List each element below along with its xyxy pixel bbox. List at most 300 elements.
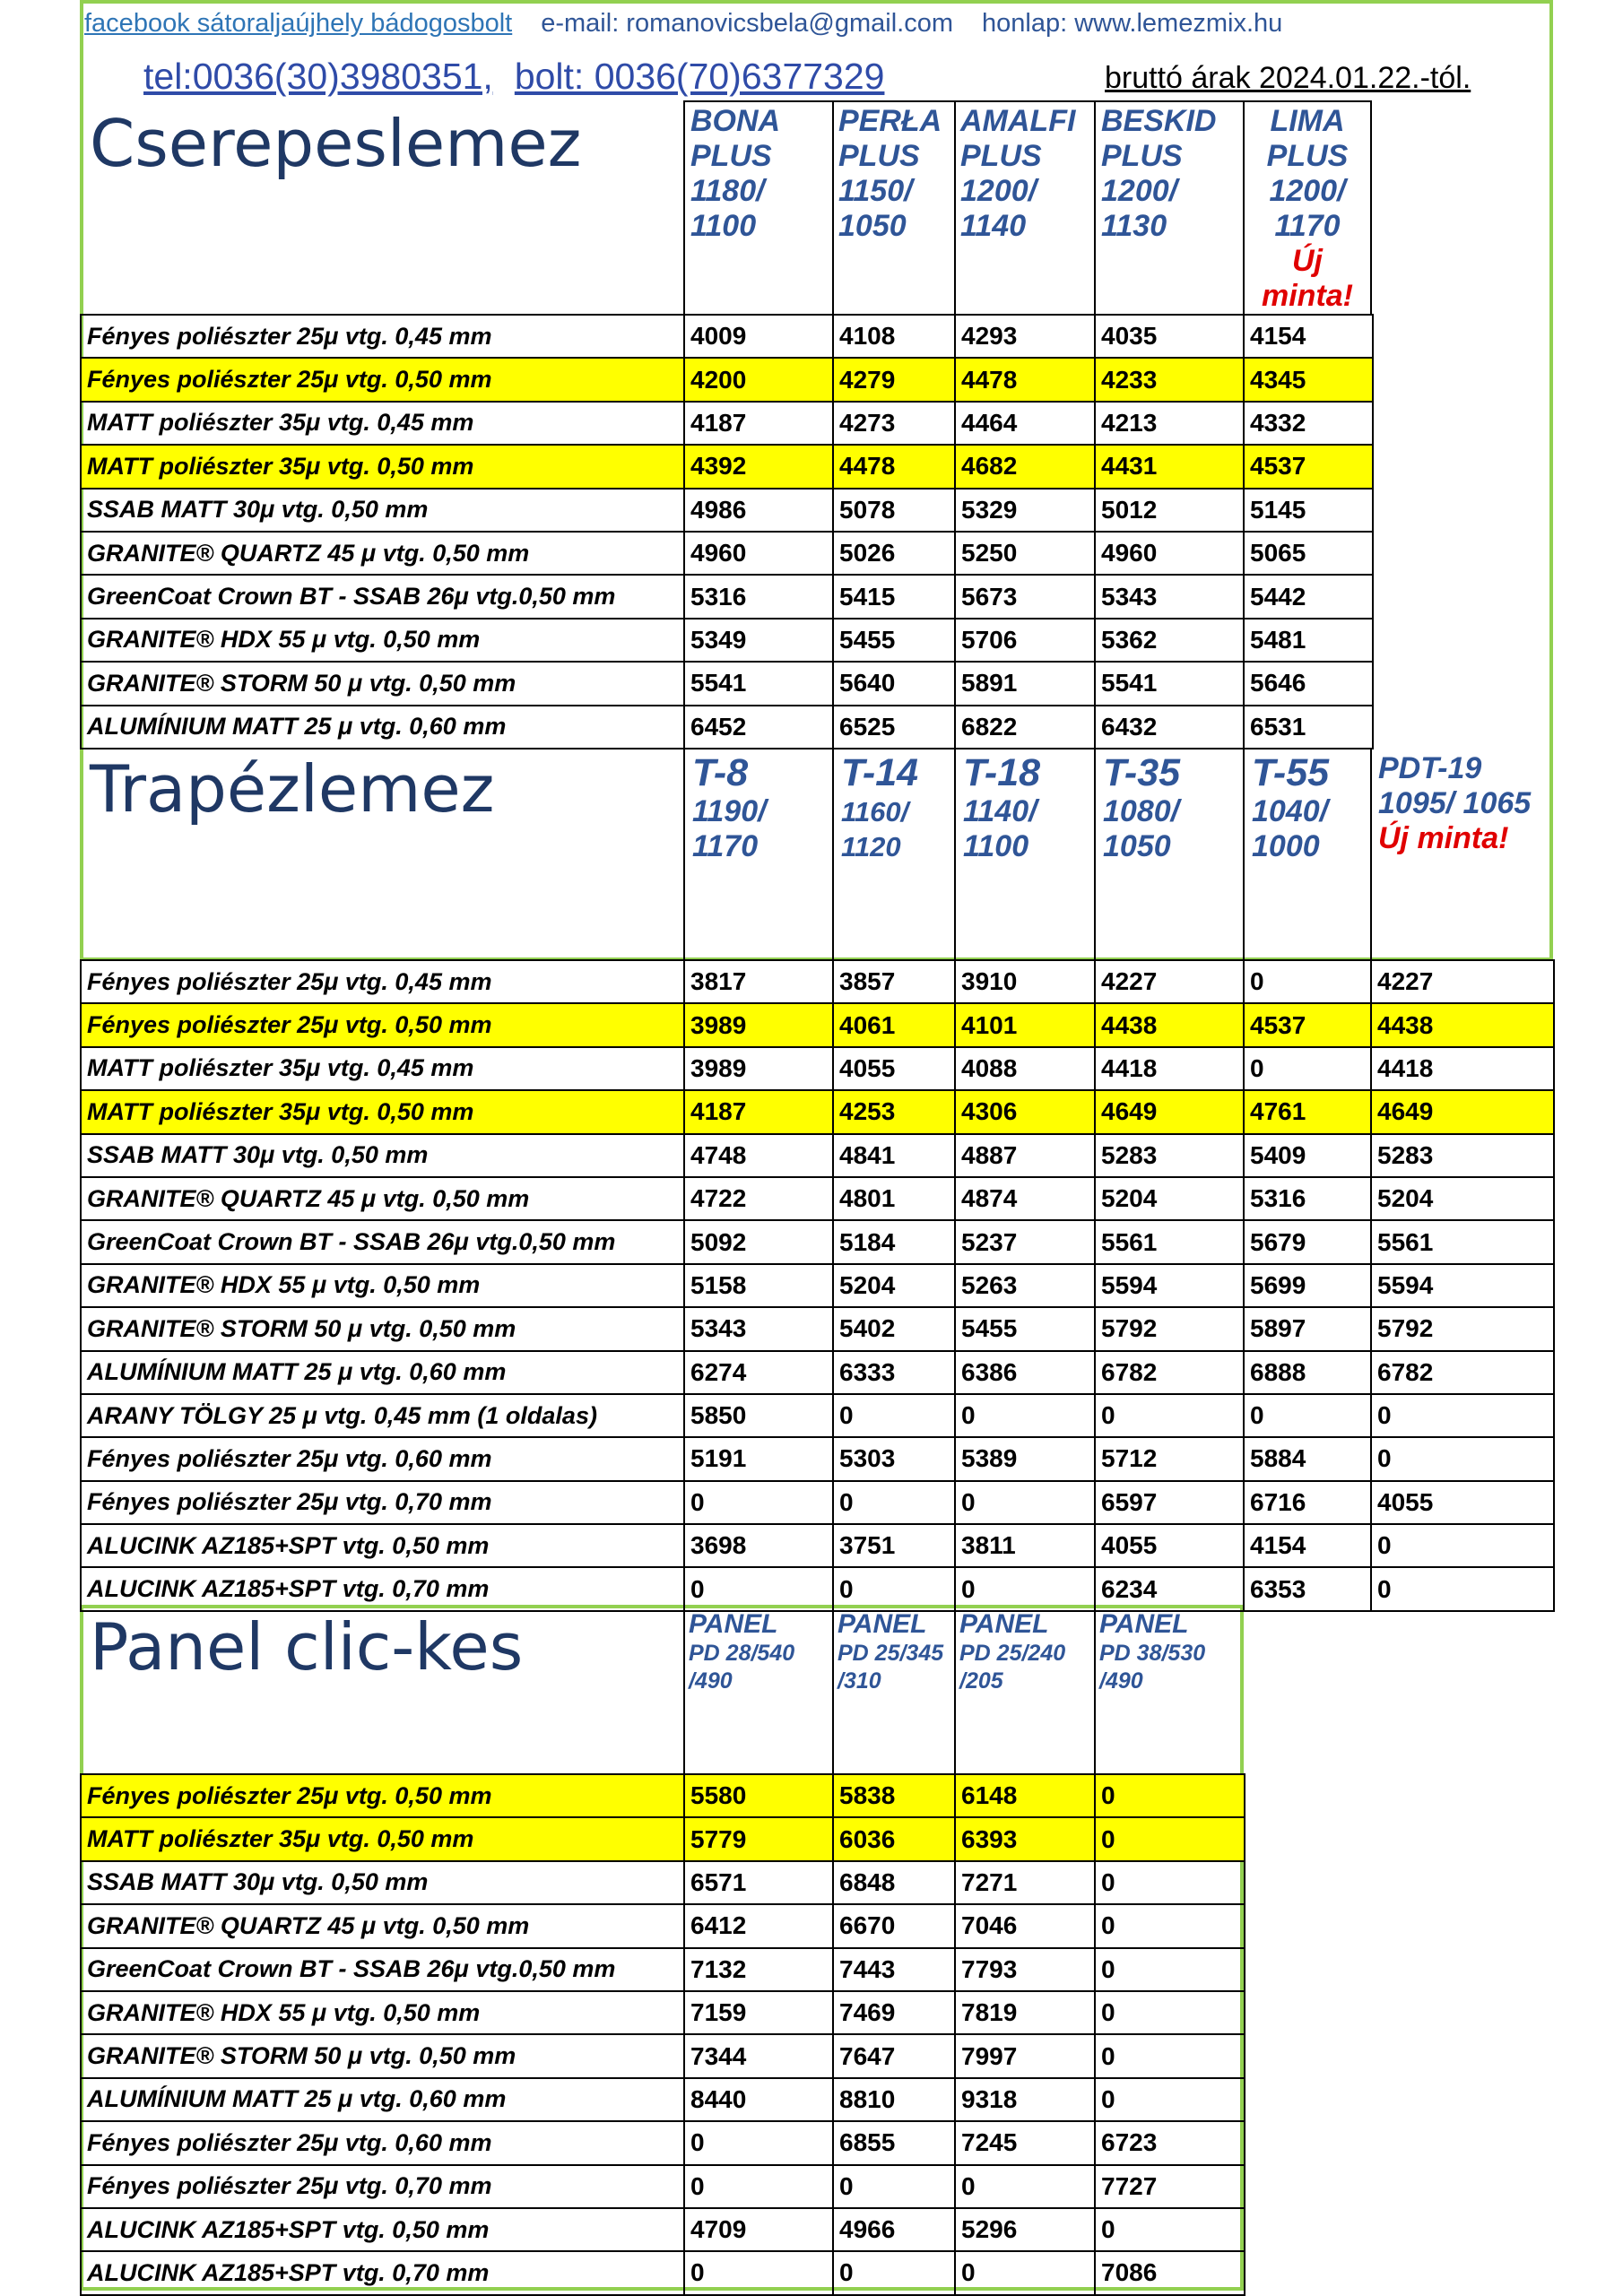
price-cell: 4009: [684, 315, 833, 358]
price-cell: 4438: [1371, 1003, 1554, 1046]
table-row: [81, 2034, 1245, 2077]
price-cell: 4108: [833, 315, 955, 358]
col-size: 1095/ 1065: [1378, 786, 1532, 820]
col-panel-3: [959, 1610, 1065, 1695]
price-cell: 6386: [955, 1351, 1095, 1394]
price-cell: 5362: [1095, 619, 1244, 662]
price-cell: 7245: [955, 2121, 1095, 2164]
price-table-trapezlemez: [80, 959, 1555, 1612]
price-cell: 3811: [955, 1524, 1095, 1567]
section-title-cserepeslemez: Cserepeslemez: [90, 106, 582, 181]
price-cell: 6855: [833, 2121, 955, 2164]
product-label: Fényes poliészter 25μ vtg. 0,45 mm: [81, 960, 684, 1003]
price-cell: 4233: [1095, 358, 1244, 401]
price-cell: 4649: [1095, 1090, 1244, 1133]
price-cell: 3817: [684, 960, 833, 1003]
section-title-panel: Panel clic-kes: [90, 1609, 524, 1685]
price-cell: 4055: [833, 1047, 955, 1090]
product-label: Fényes poliészter 25μ vtg. 0,45 mm: [81, 315, 684, 358]
price-cell: 4960: [684, 532, 833, 575]
col-panel-1: [689, 1610, 794, 1695]
table-row: [81, 2121, 1245, 2164]
price-cell: 5316: [1244, 1177, 1371, 1220]
price-cell: 6148: [955, 1774, 1095, 1817]
price-cell: 6782: [1371, 1351, 1554, 1394]
col-t35: [1103, 751, 1180, 864]
phone-line: [84, 56, 884, 98]
price-cell: 4709: [684, 2208, 833, 2251]
price-cell: 3751: [833, 1524, 955, 1567]
price-cell: 6525: [833, 706, 955, 749]
divider: [1243, 100, 1245, 316]
price-cell: 6036: [833, 1817, 955, 1860]
table-row: [81, 1134, 1554, 1177]
price-cell: 5640: [833, 662, 955, 705]
price-cell: 4227: [1371, 960, 1554, 1003]
col-perla: [838, 104, 942, 244]
product-label: GRANITE® HDX 55 μ vtg. 0,50 mm: [81, 1264, 684, 1307]
price-cell: 5884: [1244, 1437, 1371, 1480]
col-t55: [1252, 751, 1329, 864]
product-label: SSAB MATT 30μ vtg. 0,50 mm: [81, 1861, 684, 1904]
price-cell: 5316: [684, 575, 833, 618]
divider: [832, 749, 834, 961]
price-cell: 5158: [684, 1264, 833, 1307]
price-cell: 0: [1095, 2208, 1245, 2251]
divider: [1370, 749, 1372, 961]
price-cell: 3910: [955, 960, 1095, 1003]
product-label: Fényes poliészter 25μ vtg. 0,50 mm: [81, 1003, 684, 1046]
price-cell: 5699: [1244, 1264, 1371, 1307]
price-cell: 4478: [833, 445, 955, 488]
price-cell: 5184: [833, 1220, 955, 1263]
price-cell: 5283: [1371, 1134, 1554, 1177]
table-row: [81, 1003, 1554, 1046]
price-cell: 7159: [684, 1991, 833, 2034]
divider: [683, 749, 685, 961]
price-cell: 4960: [1095, 532, 1244, 575]
price-cell: 7469: [833, 1991, 955, 2034]
price-cell: 5415: [833, 575, 955, 618]
price-cell: 5580: [684, 1774, 833, 1817]
price-cell: 5779: [684, 1817, 833, 1860]
price-cell: 6670: [833, 1904, 955, 1947]
table-row: [81, 1351, 1554, 1394]
section-title-trapezlemez: Trapézlemez: [90, 751, 495, 827]
price-cell: 5646: [1244, 662, 1373, 705]
divider: [1094, 749, 1096, 961]
product-label: Fényes poliészter 25μ vtg. 0,70 mm: [81, 2165, 684, 2208]
price-cell: 7997: [955, 2034, 1095, 2077]
col-pdt19: [1378, 751, 1531, 856]
website-text: honlap: www.lemezmix.hu: [982, 9, 1283, 38]
price-cell: 5850: [684, 1394, 833, 1437]
table-row: [81, 575, 1373, 618]
price-cell: 4682: [955, 445, 1095, 488]
price-cell: 5679: [1244, 1220, 1371, 1263]
price-cell: 4101: [955, 1003, 1095, 1046]
col-size: 1040/ 1000: [1252, 794, 1329, 863]
price-cell: 6716: [1244, 1481, 1371, 1524]
price-cell: 5594: [1095, 1264, 1244, 1307]
price-cell: 0: [1244, 1394, 1371, 1437]
price-cell: 4874: [955, 1177, 1095, 1220]
price-cell: 0: [1244, 1047, 1371, 1090]
price-cell: 5349: [684, 619, 833, 662]
price-cell: 6888: [1244, 1351, 1371, 1394]
col-label: BESKID PLUS 1200/ 1130: [1101, 104, 1217, 243]
product-label: GRANITE® QUARTZ 45 μ vtg. 0,50 mm: [81, 1904, 684, 1947]
price-cell: 4392: [684, 445, 833, 488]
price-cell: 6393: [955, 1817, 1095, 1860]
col-size: 1160/ 1120: [841, 796, 909, 862]
price-cell: 4438: [1095, 1003, 1244, 1046]
price-cell: 5402: [833, 1307, 955, 1350]
table-row: [81, 358, 1373, 401]
price-cell: 7727: [1095, 2165, 1245, 2208]
price-cell: 4035: [1095, 315, 1244, 358]
price-cell: 0: [1095, 1861, 1245, 1904]
new-sample-note: Új minta!: [1378, 821, 1509, 855]
price-cell: 4187: [684, 402, 833, 445]
col-bona: [690, 104, 780, 244]
product-label: ALUCINK AZ185+SPT vtg. 0,70 mm: [81, 1567, 684, 1610]
price-cell: 5237: [955, 1220, 1095, 1263]
col-amalfi: [960, 104, 1075, 244]
product-label: GRANITE® HDX 55 μ vtg. 0,50 mm: [81, 1991, 684, 2034]
price-cell: 5897: [1244, 1307, 1371, 1350]
price-cell: 4418: [1371, 1047, 1554, 1090]
price-cell: 6848: [833, 1861, 955, 1904]
col-size: PD 25/345 /310: [838, 1641, 944, 1694]
price-cell: 6432: [1095, 706, 1244, 749]
price-cell: 6571: [684, 1861, 833, 1904]
price-cell: 4801: [833, 1177, 955, 1220]
product-label: ARANY TÖLGY 25 μ vtg. 0,45 mm (1 oldalas): [81, 1394, 684, 1437]
phone-text: tel:0036(30)3980351,: [143, 56, 493, 97]
product-label: SSAB MATT 30μ vtg. 0,50 mm: [81, 1134, 684, 1177]
divider: [1094, 1610, 1096, 1775]
col-size: 1190/ 1170: [692, 794, 767, 863]
table-row: [81, 1220, 1554, 1263]
table-row: [81, 1991, 1245, 2034]
price-cell: 4227: [1095, 960, 1244, 1003]
product-label: MATT poliészter 35μ vtg. 0,45 mm: [81, 1047, 684, 1090]
price-cell: 4537: [1244, 445, 1373, 488]
price-cell: 7819: [955, 1991, 1095, 2034]
product-label: ALUMÍNIUM MATT 25 μ vtg. 0,60 mm: [81, 1351, 684, 1394]
price-cell: 6723: [1095, 2121, 1245, 2164]
product-label: GreenCoat Crown BT - SSAB 26μ vtg.0,50 mm: [81, 1948, 684, 1991]
price-cell: 7647: [833, 2034, 955, 2077]
price-cell: 3989: [684, 1047, 833, 1090]
divider: [954, 100, 956, 316]
price-cell: 0: [684, 2251, 833, 2294]
product-label: MATT poliészter 35μ vtg. 0,50 mm: [81, 445, 684, 488]
price-cell: 0: [684, 1567, 833, 1610]
price-cell: 0: [1371, 1524, 1554, 1567]
price-cell: 5792: [1095, 1307, 1244, 1350]
price-cell: 0: [684, 2121, 833, 2164]
col-label: T-55: [1252, 751, 1330, 794]
price-cell: 4887: [955, 1134, 1095, 1177]
col-label: T-18: [963, 751, 1041, 794]
divider: [832, 100, 834, 316]
price-cell: 4293: [955, 315, 1095, 358]
price-cell: 4187: [684, 1090, 833, 1133]
price-cell: 4154: [1244, 1524, 1371, 1567]
table-row: [81, 619, 1373, 662]
price-cell: 6234: [1095, 1567, 1244, 1610]
price-cell: 4154: [1244, 315, 1373, 358]
price-cell: 5409: [1244, 1134, 1371, 1177]
price-cell: 6597: [1095, 1481, 1244, 1524]
table-row: [81, 1090, 1554, 1133]
price-cell: 4279: [833, 358, 955, 401]
col-lima: [1249, 104, 1366, 314]
price-cell: 0: [684, 1481, 833, 1524]
col-label: T-35: [1103, 751, 1181, 794]
divider: [1370, 100, 1372, 316]
price-cell: 7443: [833, 1948, 955, 1991]
price-cell: 6822: [955, 706, 1095, 749]
price-cell: 0: [833, 2251, 955, 2294]
price-cell: 5481: [1244, 619, 1373, 662]
table-row: [81, 1567, 1554, 1610]
email-text: e-mail: romanovicsbela@gmail.com: [541, 9, 953, 38]
price-cell: 4306: [955, 1090, 1095, 1133]
col-size: PD 28/540 /490: [689, 1641, 795, 1694]
price-cell: 0: [1095, 1774, 1245, 1817]
table-row: [81, 1904, 1245, 1947]
price-cell: 6782: [1095, 1351, 1244, 1394]
col-t18: [963, 751, 1040, 864]
price-cell: 0: [1095, 1394, 1244, 1437]
col-label: PDT-19: [1378, 751, 1482, 785]
price-cell: 0: [1244, 960, 1371, 1003]
col-panel-4: [1099, 1610, 1205, 1695]
col-size: 1140/ 1100: [963, 794, 1037, 863]
price-cell: 5283: [1095, 1134, 1244, 1177]
price-cell: 4055: [1371, 1481, 1554, 1524]
contact-line: [84, 9, 1282, 39]
price-cell: 5250: [955, 532, 1095, 575]
divider: [683, 100, 685, 316]
new-sample-note: Új minta!: [1262, 244, 1353, 313]
col-size: PD 25/240 /205: [959, 1641, 1066, 1694]
price-cell: 0: [1095, 1991, 1245, 2034]
table-row: [81, 1047, 1554, 1090]
price-cell: 4748: [684, 1134, 833, 1177]
price-cell: 7086: [1095, 2251, 1245, 2294]
price-cell: 5455: [955, 1307, 1095, 1350]
price-cell: 0: [955, 1567, 1095, 1610]
product-label: Fényes poliészter 25μ vtg. 0,60 mm: [81, 2121, 684, 2164]
price-cell: 7344: [684, 2034, 833, 2077]
price-cell: 5561: [1371, 1220, 1554, 1263]
product-label: ALUCINK AZ185+SPT vtg. 0,70 mm: [81, 2251, 684, 2294]
table-row: [81, 445, 1373, 488]
price-cell: 6531: [1244, 706, 1373, 749]
price-cell: 0: [833, 2165, 955, 2208]
table-row: [81, 1948, 1245, 1991]
price-cell: 0: [1095, 1817, 1245, 1860]
product-label: ALUMÍNIUM MATT 25 μ vtg. 0,60 mm: [81, 2078, 684, 2121]
table-row: [81, 402, 1373, 445]
price-cell: 5343: [1095, 575, 1244, 618]
price-cell: 0: [1371, 1437, 1554, 1480]
price-cell: 5026: [833, 532, 955, 575]
col-label: PANEL: [959, 1609, 1049, 1639]
col-label: LIMA PLUS 1200/ 1170: [1266, 104, 1349, 243]
table-row: [81, 706, 1373, 749]
price-cell: 6274: [684, 1351, 833, 1394]
shop-phone-text: bolt: 0036(70)6377329: [514, 56, 885, 97]
price-cell: 5706: [955, 619, 1095, 662]
price-cell: 5541: [1095, 662, 1244, 705]
price-cell: 4332: [1244, 402, 1373, 445]
price-cell: 0: [833, 1394, 955, 1437]
price-cell: 4986: [684, 489, 833, 532]
price-cell: 6333: [833, 1351, 955, 1394]
table-row: [81, 2078, 1245, 2121]
price-cell: 0: [1095, 1904, 1245, 1947]
price-cell: 3989: [684, 1003, 833, 1046]
price-cell: 5541: [684, 662, 833, 705]
price-cell: 5673: [955, 575, 1095, 618]
price-cell: 7132: [684, 1948, 833, 1991]
product-label: GRANITE® STORM 50 μ vtg. 0,50 mm: [81, 662, 684, 705]
col-t14: [841, 751, 918, 864]
col-beskid: [1101, 104, 1216, 244]
price-table-panel: [80, 1773, 1245, 2296]
price-cell: 5343: [684, 1307, 833, 1350]
product-label: GRANITE® HDX 55 μ vtg. 0,50 mm: [81, 619, 684, 662]
product-label: MATT poliészter 35μ vtg. 0,45 mm: [81, 402, 684, 445]
price-cell: 5561: [1095, 1220, 1244, 1263]
price-cell: 7793: [955, 1948, 1095, 1991]
price-cell: 3698: [684, 1524, 833, 1567]
product-label: GreenCoat Crown BT - SSAB 26μ vtg.0,50 mm: [81, 575, 684, 618]
table-row: [81, 1817, 1245, 1860]
price-cell: 4418: [1095, 1047, 1244, 1090]
divider: [832, 1610, 834, 1775]
table-row: [81, 1774, 1245, 1817]
col-label: AMALFI PLUS 1200/ 1140: [960, 104, 1076, 243]
divider: [683, 1610, 685, 1775]
price-cell: 5455: [833, 619, 955, 662]
table-row: [81, 2251, 1245, 2294]
price-cell: 5594: [1371, 1264, 1554, 1307]
product-label: GRANITE® QUARTZ 45 μ vtg. 0,50 mm: [81, 1177, 684, 1220]
divider: [954, 749, 956, 961]
col-label: PANEL: [838, 1609, 927, 1639]
price-cell: 5145: [1244, 489, 1373, 532]
table-row: [81, 1437, 1554, 1480]
price-cell: 0: [1095, 2078, 1245, 2121]
product-label: GreenCoat Crown BT - SSAB 26μ vtg.0,50 mm: [81, 1220, 684, 1263]
price-cell: 3857: [833, 960, 955, 1003]
price-cell: 0: [955, 2165, 1095, 2208]
price-cell: 4253: [833, 1090, 955, 1133]
table-row: [81, 489, 1373, 532]
price-cell: 4345: [1244, 358, 1373, 401]
price-cell: 4200: [684, 358, 833, 401]
product-label: Fényes poliészter 25μ vtg. 0,50 mm: [81, 358, 684, 401]
table-row: [81, 1394, 1554, 1437]
price-cell: 0: [955, 1481, 1095, 1524]
price-cell: 0: [1371, 1567, 1554, 1610]
price-cell: 5263: [955, 1264, 1095, 1307]
price-cell: 5296: [955, 2208, 1095, 2251]
price-cell: 5389: [955, 1437, 1095, 1480]
price-cell: 4061: [833, 1003, 955, 1046]
price-table-cserepeslemez: [80, 314, 1374, 749]
product-label: MATT poliészter 35μ vtg. 0,50 mm: [81, 1817, 684, 1860]
price-cell: 4722: [684, 1177, 833, 1220]
price-cell: 5891: [955, 662, 1095, 705]
divider: [1094, 100, 1096, 316]
product-label: Fényes poliészter 25μ vtg. 0,50 mm: [81, 1774, 684, 1817]
price-cell: 5012: [1095, 489, 1244, 532]
price-cell: 4761: [1244, 1090, 1371, 1133]
price-cell: 5838: [833, 1774, 955, 1817]
product-label: ALUCINK AZ185+SPT vtg. 0,50 mm: [81, 1524, 684, 1567]
divider: [954, 1610, 956, 1775]
price-cell: 0: [1371, 1394, 1554, 1437]
price-cell: 8440: [684, 2078, 833, 2121]
price-cell: 6452: [684, 706, 833, 749]
col-panel-2: [838, 1610, 943, 1695]
table-row: [81, 2208, 1245, 2251]
col-label: PERŁA PLUS 1150/ 1050: [838, 104, 942, 243]
table-row: [81, 1524, 1554, 1567]
col-label: BONA PLUS 1180/ 1100: [690, 104, 781, 243]
price-cell: 4966: [833, 2208, 955, 2251]
price-cell: 5078: [833, 489, 955, 532]
price-cell: 0: [1095, 1948, 1245, 1991]
col-t8: [692, 751, 767, 864]
price-cell: 0: [833, 1481, 955, 1524]
price-date: bruttó árak 2024.01.22.-tól.: [1105, 61, 1471, 95]
product-label: Fényes poliészter 25μ vtg. 0,60 mm: [81, 1437, 684, 1480]
table-row: [81, 315, 1373, 358]
col-label: PANEL: [1099, 1609, 1189, 1639]
product-label: ALUMÍNIUM MATT 25 μ vtg. 0,60 mm: [81, 706, 684, 749]
price-cell: 8810: [833, 2078, 955, 2121]
price-cell: 4537: [1244, 1003, 1371, 1046]
price-cell: 6353: [1244, 1567, 1371, 1610]
product-label: GRANITE® QUARTZ 45 μ vtg. 0,50 mm: [81, 532, 684, 575]
price-cell: 5204: [1371, 1177, 1554, 1220]
product-label: Fényes poliészter 25μ vtg. 0,70 mm: [81, 1481, 684, 1524]
table-row: [81, 1307, 1554, 1350]
price-cell: 6412: [684, 1904, 833, 1947]
price-cell: 4431: [1095, 445, 1244, 488]
facebook-link[interactable]: facebook sátoraljaújhely bádogosbolt: [84, 9, 513, 38]
price-cell: 4841: [833, 1134, 955, 1177]
table-row: [81, 1264, 1554, 1307]
col-size: PD 38/530 /490: [1099, 1641, 1206, 1694]
price-cell: 0: [955, 1394, 1095, 1437]
product-label: SSAB MATT 30μ vtg. 0,50 mm: [81, 489, 684, 532]
table-row: [81, 2165, 1245, 2208]
price-cell: 0: [684, 2165, 833, 2208]
price-cell: 4478: [955, 358, 1095, 401]
product-label: GRANITE® STORM 50 μ vtg. 0,50 mm: [81, 1307, 684, 1350]
table-row: [81, 1177, 1554, 1220]
price-cell: 5712: [1095, 1437, 1244, 1480]
